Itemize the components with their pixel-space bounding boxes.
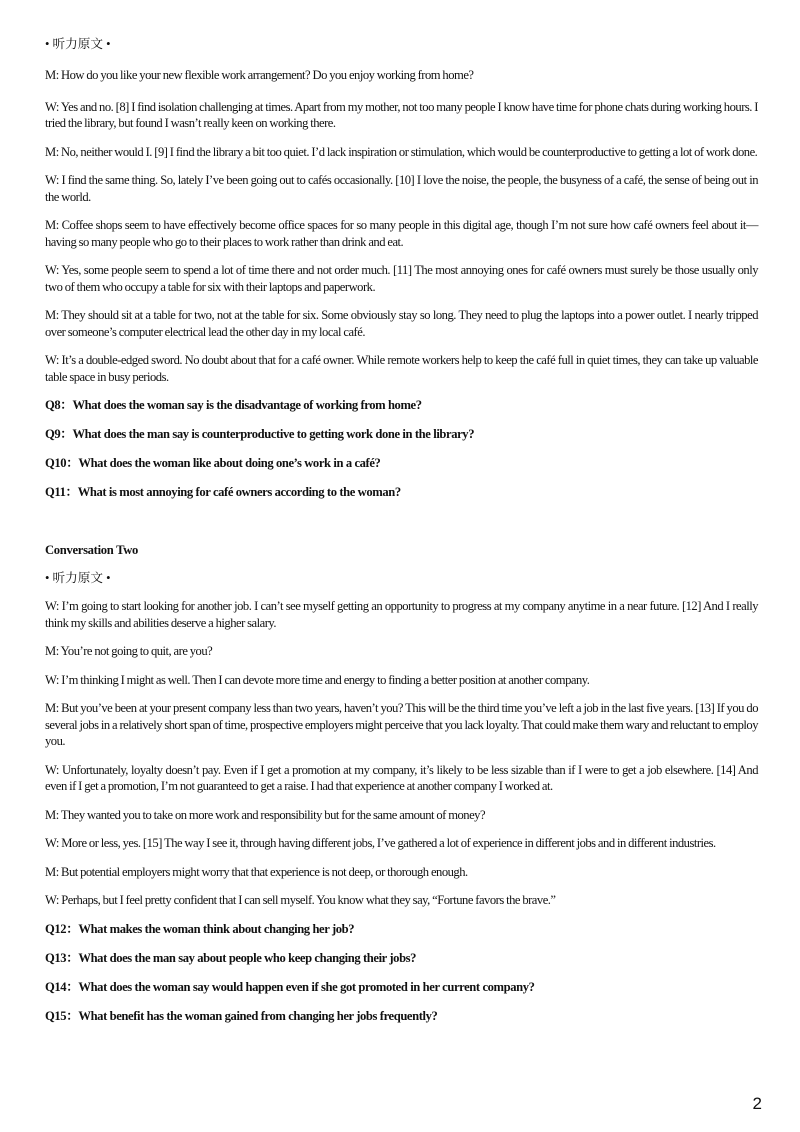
section-heading: Conversation Two — [45, 543, 139, 557]
dialogue-line: M: They wanted you to take on more work and responsibility but for the same amount of money? — [45, 807, 486, 822]
dialogue-line: W: Yes, some people seem to spend a lot of time there and not order much. [11] The most annoying ones for café owners must surely be those usually only two of them who occupy a table for six with their laptops and paperwork. — [45, 263, 758, 294]
dialogue-line: M: They should sit at a table for two, not at the table for six. Some obviously stay so long. They need to plug the laptops into a power outlet. I nearly tripped over someone’s computer electrical lead the other day in my local café. — [45, 308, 758, 339]
transcript-label: • 听力原文 • — [45, 37, 111, 51]
dialogue-line: W: It’s a double-edged sword. No doubt about that for a café owner. While remote workers help to keep the café full in quiet times, they can take up valuable table space in busy periods. — [45, 353, 758, 384]
dialogue-line: W: Yes and no. [8] I find isolation challenging at times. Apart from my mother, not too many people I know have time for phone chats during working hours. I tried the library, but found I wasn’t really keen on working there. — [45, 99, 758, 130]
dialogue-line: W: Unfortunately, loyalty doesn’t pay. Even if I get a promotion at my company, it’s likely to be less sizable than if I were to get a job elsewhere. [14] And even if I get a promotion, I’m not guaranteed to get a raise. I had that experience at another company I worked at. — [45, 762, 758, 793]
dialogue-line: M: No, neither would I. [9] I find the library a bit too quiet. I’d lack inspiration or stimulation, which would be counterproductive to getting a lot of work done. — [45, 144, 758, 159]
dialogue-line: M: But you’ve been at your present company less than two years, haven’t you? This will be the third time you’ve left a job in the last five years. [13] If you do several jobs in a relatively short span of time, prospective employers might perceive that you lack loyalty. That could make them wary and reluctant to employ you. — [45, 701, 758, 748]
question: Q15：What benefit has the woman gained from changing her jobs frequently? — [45, 1008, 438, 1023]
dialogue-line: M: You’re not going to quit, are you? — [45, 644, 213, 658]
dialogue-line: M: Coffee shops seem to have effectively become office spaces for so many people in this digital age, though I’m not sure how café owners feel about it—having so many people who go to their places to work rather than drink and eat. — [45, 218, 758, 249]
question: Q10：What does the woman like about doing one’s work in a café? — [45, 456, 381, 470]
page-number: 2 — [752, 1094, 762, 1113]
dialogue-line: M: But potential employers might worry that that experience is not deep, or thorough enough. — [45, 864, 468, 879]
question: Q12：What makes the woman think about changing her job? — [45, 921, 355, 936]
dialogue-line: W: I’m thinking I might as well. Then I can devote more time and energy to finding a better position at another company. — [45, 672, 590, 687]
dialogue-line: W: More or less, yes. [15] The way I see it, through having different jobs, I’ve gathered a lot of experience in different jobs and in different industries. — [45, 836, 716, 850]
document-page — [45, 36, 758, 1024]
question: Q9：What does the man say is counterproductive to getting work done in the library? — [45, 427, 475, 441]
question: Q8：What does the woman say is the disadvantage of working from home? — [45, 398, 422, 412]
question: Q13：What does the man say about people who keep changing their jobs? — [45, 950, 417, 965]
dialogue-line: W: I’m going to start looking for another job. I can’t see myself getting an opportunity to progress at my company anytime in a near future. [12] And I really think my skills and abilities deserve a higher salary. — [45, 599, 758, 630]
dialogue-line: W: Perhaps, but I feel pretty confident that I can sell myself. You know what they say, “Fortune favors the brave.” — [45, 893, 556, 907]
question: Q14：What does the woman say would happen even if she got promoted in her current company? — [45, 979, 535, 994]
dialogue-line: M: How do you like your new flexible work arrangement? Do you enjoy working from home? — [45, 68, 474, 82]
question: Q11：What is most annoying for café owners according to the woman? — [45, 485, 401, 499]
dialogue-line: W: I find the same thing. So, lately I’ve been going out to cafés occasionally. [10] I love the noise, the people, the busyness of a café, the sense of being out in the world. — [45, 173, 758, 204]
transcript-label: • 听力原文 • — [45, 571, 111, 585]
